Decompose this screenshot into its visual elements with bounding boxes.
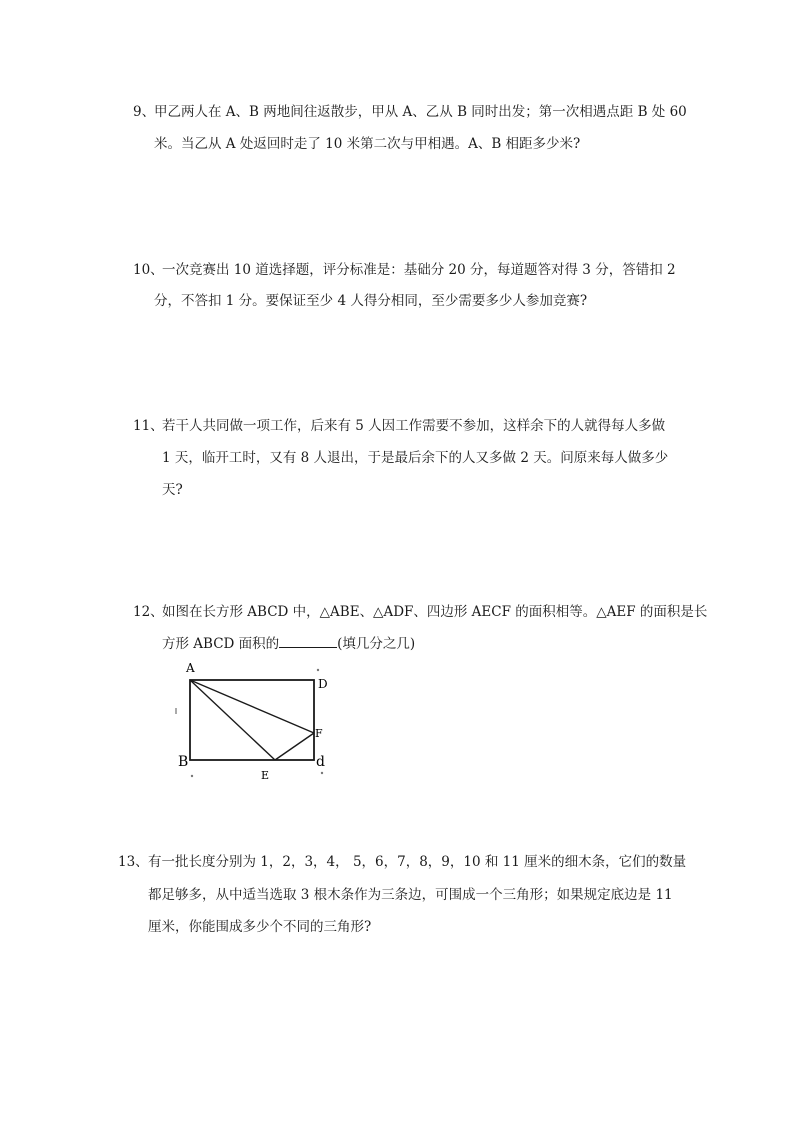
- question-number: 12、: [133, 604, 164, 620]
- question-text-fragment: (填几分之几): [337, 636, 416, 652]
- label-c: d: [316, 754, 325, 770]
- question-text-line: 如图在长方形 ABCD 中，△ABE、△ADF、四边形 AECF 的面积相等。△AEF 的面积是长: [162, 604, 708, 620]
- label-f: F: [315, 727, 323, 740]
- question-text-line: 米。当乙从 A 处返回时走了 10 米第二次与甲相遇。A、B 相距多少米?: [154, 136, 581, 152]
- rectangle-abcd: [190, 680, 314, 760]
- question-number: 11、: [133, 418, 164, 434]
- rectangle-figure: [170, 658, 340, 788]
- scan-speck: [321, 772, 323, 774]
- segment-ef: [275, 733, 314, 760]
- question-text-line: 若干人共同做一项工作，后来有 5 人因工作需要不参加，这样余下的人就得每人多做: [162, 418, 666, 434]
- question-text-line: 一次竞赛出 10 道选择题，评分标准是：基础分 20 分，每道题答对得 3 分，答错扣 2: [162, 262, 676, 278]
- question-text-line: 1 天，临开工时，又有 8 人退出，于是最后余下的人又多做 2 天。问原来每人做多少: [162, 450, 669, 466]
- question-text-fragment: 方形 ABCD 面积的: [162, 636, 280, 652]
- label-b: B: [178, 754, 189, 770]
- question-number: 13、: [118, 854, 149, 870]
- question-text-line: 都足够多，从中适当选取 3 根木条作为三条边，可围成一个三角形；如果规定底边是 11: [148, 887, 673, 903]
- question-text-line: 甲乙两人在 A、B 两地间往返散步，甲从 A、乙从 B 同时出发；第一次相遇点距 B 处 60: [154, 104, 687, 120]
- label-d: D: [318, 677, 328, 691]
- label-a: A: [186, 661, 195, 675]
- label-e: E: [261, 769, 270, 782]
- answer-blank[interactable]: [279, 633, 337, 648]
- scan-speck: [317, 669, 319, 671]
- scan-speck: [191, 775, 193, 777]
- question-number: 9、: [133, 104, 156, 120]
- question-text-line: [162, 628, 415, 660]
- question-text-line: 天?: [162, 482, 183, 498]
- question-text-line: 分，不答扣 1 分。要保证至少 4 人得分相同，至少需要多少人参加竞赛?: [154, 293, 588, 309]
- question-number: 10、: [133, 262, 164, 278]
- segment-af: [190, 680, 314, 733]
- question-text-line: 有一批长度分别为 1，2，3，4， 5，6，7，8，9，10 和 11 厘米的细木条，它们的数量: [148, 854, 687, 870]
- segment-ae: [190, 680, 275, 760]
- question-text-line: 厘米，你能围成多少个不同的三角形?: [148, 919, 372, 935]
